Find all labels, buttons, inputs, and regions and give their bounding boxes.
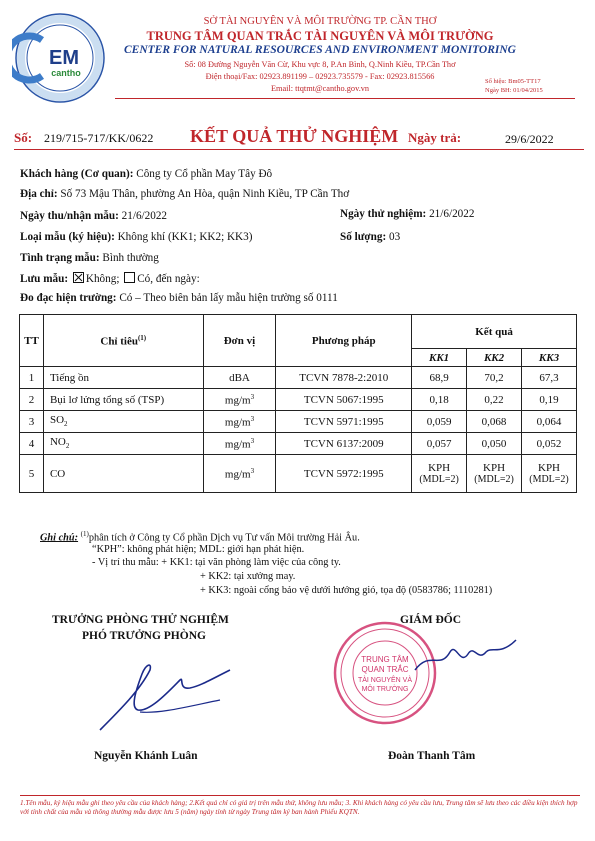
header-kk2: KK2 (467, 349, 522, 367)
stamp-line-3: TÀI NGUYÊN VÀ (357, 677, 413, 684)
test-row (340, 208, 474, 220)
notes-line-4: + KK2: tại xưởng may. (200, 571, 296, 582)
cell-unit-text: dBA (229, 371, 250, 384)
test-value: 21/6/2022 (429, 208, 475, 220)
cell-kk1-value: KPH (428, 462, 451, 474)
return-date-label: Ngày trả: (408, 130, 462, 145)
cell-unit-text: mg/m (224, 468, 251, 481)
cell-kk3-value: 67,3 (539, 371, 559, 384)
cell-kk3 (522, 367, 577, 389)
cell-kk3-value: 0,064 (536, 415, 562, 428)
cell-kk3-value: 0,052 (536, 437, 562, 450)
center-email: Email: ttqtmt@cantho.gov.vn (270, 84, 370, 93)
qty-label: Số lượng: (340, 231, 387, 243)
cell-kk2-value: 70,2 (484, 371, 504, 384)
receive-label: Ngày thu/nhận mẫu: (20, 210, 119, 222)
cell-kk1 (412, 411, 467, 433)
state-label: Tình trạng mẫu: (20, 252, 100, 264)
header-kk3: KK3 (522, 349, 577, 367)
field-value: Có – Theo biên bản lấy mẫu hiện trường số 0111 (119, 292, 338, 304)
left-sign-name: Nguyễn Khánh Luân (94, 750, 198, 762)
footer-note: 1.Tên mẫu, ký hiệu mẫu ghi theo yêu cầu của khách hàng; 2.Kết quả chỉ có giá trị trên mẫu thử, không lưu mẫu; 3. Khi khách hàng có yêu cầu lưu, Trung tâm sẽ lưu theo các điều kiện thích hợp với tính chất của mẫu và thông thường mẫu được lưu 5 (năm) ngày tính từ ngày Trung tâm ký ban hành Phiếu KQTN. (20, 795, 580, 817)
logo-cantho-text: cantho (51, 68, 81, 78)
cell-unit-sup: 3 (250, 436, 255, 445)
cell-kk1 (412, 455, 467, 493)
storage-yes-label: Có, đến ngày: (137, 273, 200, 285)
center-logo (12, 10, 108, 106)
cell-kk2-mdl: (MDL=2) (474, 474, 514, 485)
storage-row (20, 272, 200, 285)
cell-param-sub: 2 (65, 442, 70, 451)
cell-kk1-value: 0,18 (429, 393, 449, 406)
notes-line-2: “KPH”: không phát hiện; MDL: giới hạn phát hiện. (92, 544, 305, 555)
cell-param-text: Tiếng ồn (49, 371, 89, 384)
notes-text-1: phân tích ở Công ty Cổ phần Dịch vụ Tư vấn Môi trường Hải Âu. (88, 532, 360, 544)
cell-kk3 (522, 411, 577, 433)
cell-tt: 5 (20, 455, 44, 493)
return-date: 29/6/2022 (505, 132, 554, 146)
header-param-text: Chỉ tiêu (100, 335, 138, 348)
cell-param (43, 411, 203, 433)
stamp-line-2: QUAN TRẮC (361, 665, 409, 674)
address-value: Số 73 Mậu Thân, phường An Hòa, quận Ninh Kiều, TP Cần Thơ (60, 188, 350, 200)
qty-row (340, 231, 400, 243)
cell-method: TCVN 6137:2009 (276, 433, 412, 455)
header-param-sup: (1) (137, 333, 147, 342)
notes-sup: (1) (80, 530, 89, 538)
cell-param (43, 367, 203, 389)
header-divider (115, 98, 575, 99)
customer-row (20, 168, 272, 180)
state-value: Bình thường (102, 252, 159, 264)
cell-param-text: NO (49, 436, 66, 449)
storage-label: Lưu mẫu: (20, 273, 69, 285)
cell-method: TCVN 5067:1995 (276, 389, 412, 411)
form-code: Số hiệu: Bm05-TT17 (485, 78, 541, 85)
address-label: Địa chỉ: (20, 188, 58, 200)
cell-method: TCVN 7878-2:2010 (276, 367, 412, 389)
cell-method: TCVN 5972:1995 (276, 455, 412, 493)
cell-kk2 (467, 411, 522, 433)
cell-kk1-value: 0,059 (426, 415, 452, 428)
cell-kk3 (522, 389, 577, 411)
cell-param-text: CO (49, 467, 66, 480)
cell-kk2-value: 0,22 (484, 393, 504, 406)
header-kk1: KK1 (412, 349, 467, 367)
receive-value: 21/6/2022 (121, 210, 168, 222)
cell-kk2-value: 0,068 (481, 415, 507, 428)
agency-name: SỞ TÀI NGUYÊN VÀ MÔI TRƯỜNG TP. CẦN THƠ (203, 16, 437, 27)
results-table (19, 314, 577, 493)
customer-value: Công ty Cổ phần May Tây Đô (136, 168, 273, 180)
report-number-label: Số: (14, 130, 33, 145)
cell-unit (203, 433, 276, 455)
report-title: KẾT QUẢ THỬ NGHIỆM (190, 126, 399, 146)
stamp-line-4: MÔI TRƯỜNG (361, 686, 409, 693)
cell-tt: 2 (20, 389, 44, 411)
center-name-en: CENTER FOR NATURAL RESOURCES AND ENVIRONMENT MONITORING (124, 44, 516, 56)
cell-kk1 (412, 367, 467, 389)
field-row (20, 292, 338, 304)
cell-kk3-value: KPH (538, 462, 561, 474)
cell-kk3 (522, 455, 577, 493)
cell-unit (203, 411, 276, 433)
notes-line-3: - Vị trí thu mẫu: + KK1: tại văn phòng làm việc của công ty. (92, 557, 341, 568)
center-phone: Điện thoại/Fax: 02923.891199 – 02923.735579 - Fax: 02923.815566 (205, 72, 435, 81)
left-signature (80, 650, 240, 745)
right-sign-title: GIÁM ĐỐC (400, 614, 462, 626)
cell-unit-text: mg/m (224, 416, 251, 429)
address-row (20, 188, 349, 200)
cell-unit-text: mg/m (224, 394, 251, 407)
cell-kk2 (467, 455, 522, 493)
cell-kk3 (522, 433, 577, 455)
cell-param-sub: 2 (64, 420, 68, 429)
type-value: Không khí (KK1; KK2; KK3) (117, 231, 253, 243)
cell-param (43, 455, 203, 493)
cell-param-text: SO (49, 414, 65, 427)
table-row (20, 411, 577, 433)
cell-unit-sup: 3 (250, 466, 255, 475)
storage-yes-checkbox (124, 272, 135, 283)
cell-method: TCVN 5971:1995 (276, 411, 412, 433)
cell-tt: 4 (20, 433, 44, 455)
storage-no-checkbox (73, 272, 84, 283)
center-name-vn: TRUNG TÂM QUAN TRẮC TÀI NGUYÊN VÀ MÔI TRƯỜNG (146, 29, 494, 43)
table-row (20, 433, 577, 455)
cell-kk1 (412, 389, 467, 411)
cell-unit-sup: 3 (250, 414, 255, 423)
form-issue-date: Ngày BH: 01/04/2015 (485, 87, 543, 94)
cell-param (43, 433, 203, 455)
state-row (20, 252, 159, 264)
cell-tt: 1 (20, 367, 44, 389)
notes-line-1 (40, 530, 360, 543)
cell-kk1-value: 0,057 (426, 437, 452, 450)
cell-kk1 (412, 433, 467, 455)
title-divider (14, 149, 584, 150)
type-label: Loại mẫu (ký hiệu): (20, 231, 115, 243)
center-address: Số: 08 Đường Nguyễn Văn Cừ, Khu vực 8, P.An Bình, Q.Ninh Kiều, TP.Cần Thơ (184, 60, 456, 69)
cell-unit-text: mg/m (224, 438, 251, 451)
customer-label: Khách hàng (Cơ quan): (20, 168, 134, 180)
report-number: 219/715-717/KK/0622 (44, 131, 154, 145)
header-tt: TT (20, 315, 44, 367)
right-signature (410, 630, 520, 685)
left-sign-title-1: TRƯỞNG PHÒNG THỬ NGHIỆM (52, 614, 229, 626)
header-param (43, 315, 203, 367)
cell-kk3-value: 0,19 (539, 393, 559, 406)
cell-kk3-mdl: (MDL=2) (529, 474, 569, 485)
stamp-line-1: TRUNG TÂM (361, 655, 409, 664)
logo-em-text: EM (49, 47, 79, 69)
notes-label: Ghi chú: (40, 532, 79, 544)
cell-unit (203, 455, 276, 493)
qty-value: 03 (388, 231, 401, 243)
cell-kk2 (467, 389, 522, 411)
right-sign-name: Đoàn Thanh Tâm (388, 750, 476, 762)
cell-kk2-value: KPH (483, 462, 506, 474)
storage-no-label: Không; (85, 273, 120, 285)
type-row (20, 231, 252, 243)
cell-kk2-value: 0,050 (481, 437, 507, 450)
cell-param-text: Bụi lơ lửng tổng số (TSP) (49, 393, 165, 406)
notes-line-5: + KK3: ngoài cổng bảo vệ dưới hướng gió, tọa độ (0583786; 1110281) (200, 585, 493, 596)
cell-kk2 (467, 367, 522, 389)
header-unit: Đơn vị (203, 315, 276, 367)
cell-tt: 3 (20, 411, 44, 433)
table-row (20, 367, 577, 389)
cell-kk1-value: 68,9 (429, 371, 449, 384)
receive-row (20, 210, 167, 222)
field-label: Đo đạc hiện trường: (20, 292, 117, 304)
test-label: Ngày thử nghiệm: (340, 208, 427, 220)
table-row (20, 389, 577, 411)
cell-unit (203, 367, 276, 389)
cell-unit (203, 389, 276, 411)
header-result: Kết quả (412, 315, 577, 349)
header-method: Phương pháp (276, 315, 412, 367)
cell-kk1-mdl: (MDL=2) (419, 474, 459, 485)
left-sign-title-2: PHÓ TRƯỞNG PHÒNG (82, 630, 206, 642)
cell-param (43, 389, 203, 411)
cell-kk2 (467, 433, 522, 455)
table-row (20, 455, 577, 493)
cell-unit-sup: 3 (250, 392, 255, 401)
